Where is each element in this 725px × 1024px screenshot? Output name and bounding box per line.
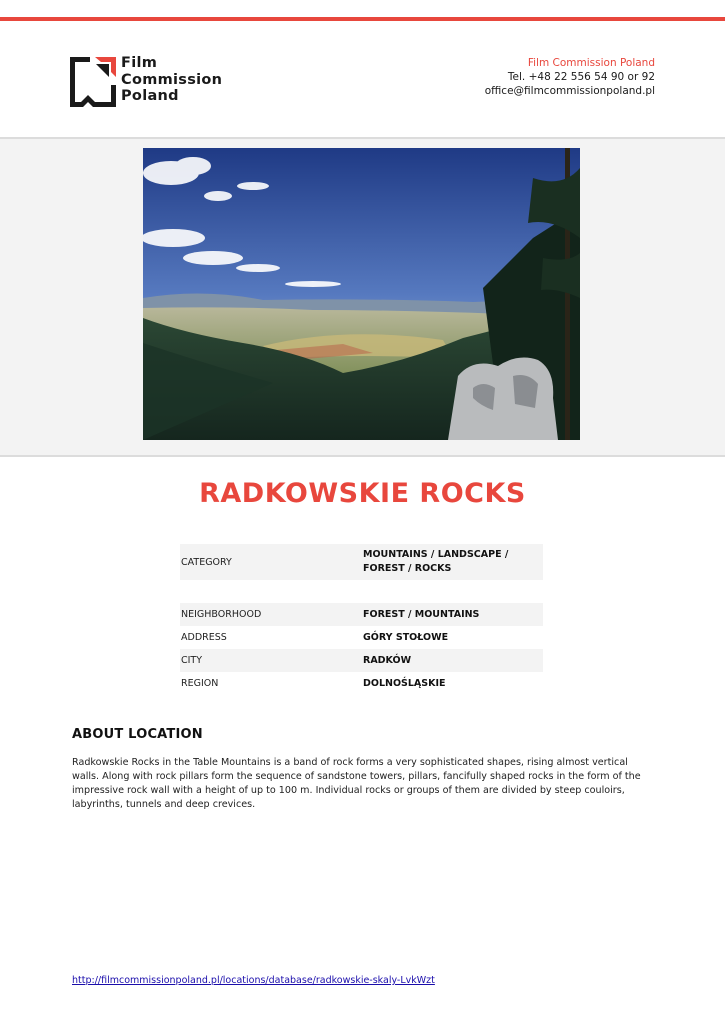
detail-value: DOLNOŚLĄSKIE [363, 677, 446, 689]
detail-label: ADDRESS [181, 632, 227, 643]
detail-label: NEIGHBORHOOD [181, 609, 262, 620]
contact-org: Film Commission Poland [527, 57, 655, 69]
detail-row-category [180, 544, 543, 580]
logo[interactable] [68, 55, 238, 109]
location-title: RADKOWSKIE ROCKS [199, 478, 526, 509]
location-photo [143, 148, 580, 440]
detail-label: CITY [181, 655, 203, 666]
detail-row-neighborhood [180, 603, 543, 626]
logo-wordmark [121, 55, 222, 105]
details-table [180, 544, 543, 695]
detail-label: REGION [181, 678, 219, 689]
logo-line-3: Poland [121, 88, 179, 104]
detail-value: GÓRY STOŁOWE [363, 631, 449, 643]
detail-value: FOREST / MOUNTAINS [363, 608, 480, 620]
top-accent-bar [0, 17, 725, 21]
contact-phone[interactable]: Tel. +48 22 556 54 90 or 92 [507, 71, 655, 83]
contact-email[interactable]: office@filmcommissionpoland.pl [484, 85, 655, 97]
about-text: Radkowskie Rocks in the Table Mountains is a band of rock forms a very sophisticated shapes, rising almost vertical walls. Along with rock pillars form the sequence of sandstone towers, pillars, fancifully shaped rocks in the form of the impressive rock wall with a height of up to 100 m. Individual rocks or groups of them are divided by steep couloirs, labyrinths, tunnels and deep crevices. [72, 757, 641, 810]
detail-row-address [180, 626, 543, 649]
detail-row-city [180, 649, 543, 672]
logo-line-1: Film [121, 55, 158, 71]
detail-row-region [180, 672, 543, 695]
detail-label: CATEGORY [181, 556, 232, 568]
source-link[interactable]: http://filmcommissionpoland.pl/locations/database/radkowskie-skaly-LvkWzt [72, 975, 435, 986]
detail-value: RADKÓW [363, 654, 412, 666]
logo-line-2: Commission [121, 71, 223, 88]
detail-value: MOUNTAINS / LANDSCAPE / FOREST / ROCKS [363, 549, 509, 574]
film-commission-logo-mark [68, 55, 118, 109]
contact-block [485, 56, 655, 98]
about-heading: ABOUT LOCATION [72, 727, 203, 742]
